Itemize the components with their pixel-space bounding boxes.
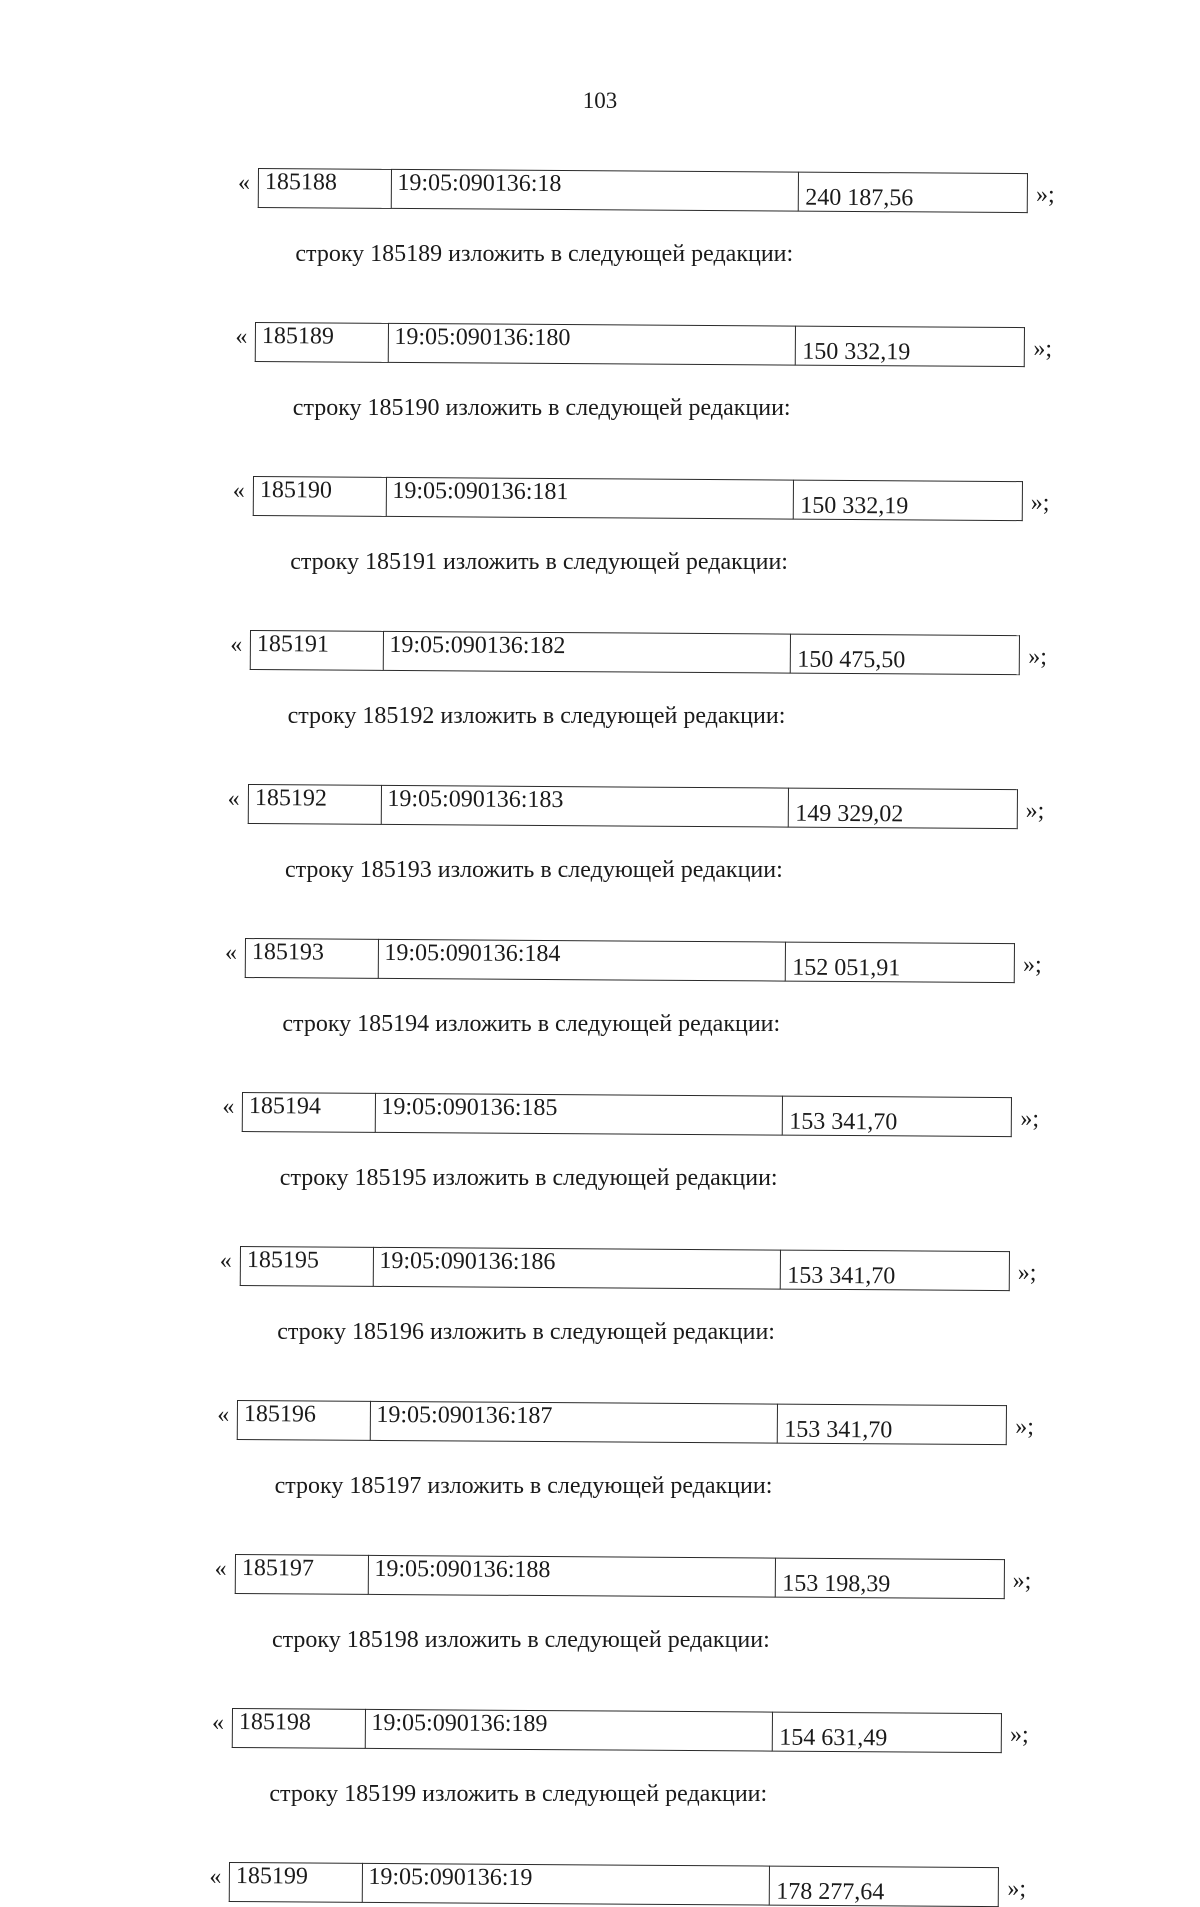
row-number-cell: 185191 [250, 631, 383, 671]
row-number-cell: 185189 [256, 323, 389, 363]
cadastral-number-cell: 19:05:090136:181 [386, 477, 794, 519]
row-table [258, 168, 1028, 213]
instruction-text: строку 185195 изложить в следующей редакции: [279, 1165, 778, 1191]
row-table [242, 1092, 1012, 1137]
amended-row [212, 1708, 1200, 1752]
cadastral-number-cell: 19:05:090136:183 [380, 785, 788, 827]
row-number-cell: 185188 [258, 169, 391, 209]
row-table [232, 1708, 1002, 1753]
amended-row [227, 784, 1200, 828]
instruction-text: строку 185193 изложить в следующей редакции: [285, 857, 783, 883]
amended-row [214, 1554, 1200, 1598]
instruction-text: строку 185192 изложить в следующей редакции: [287, 703, 786, 729]
cadastral-value-cell: 152 051,91 [786, 942, 1015, 983]
cadastral-number-cell: 19:05:090136:19 [362, 1863, 770, 1905]
cadastral-number-cell: 19:05:090136:186 [373, 1247, 781, 1289]
row-table [255, 322, 1025, 367]
amended-row [217, 1400, 1200, 1444]
cadastral-number-cell: 19:05:090136:180 [388, 323, 796, 365]
opening-quote: « [209, 1864, 222, 1890]
row-number-cell: 185195 [240, 1247, 373, 1287]
cadastral-value-cell: 153 341,70 [780, 1250, 1009, 1291]
closing-quote: »; [1017, 1260, 1037, 1286]
cadastral-value-cell: 240 187,56 [799, 172, 1028, 213]
amended-row [219, 1246, 1200, 1290]
row-table [247, 784, 1017, 829]
opening-quote: « [222, 1094, 235, 1120]
closing-quote: »; [1007, 1876, 1027, 1902]
row-number-cell: 185199 [230, 1863, 363, 1903]
closing-quote: »; [1020, 1106, 1040, 1132]
closing-quote: »; [1028, 644, 1047, 670]
closing-quote: »; [1012, 1568, 1032, 1594]
amended-row [235, 322, 1200, 366]
instruction-text: строку 185198 изложить в следующей редакции: [272, 1627, 770, 1653]
amended-row [230, 630, 1200, 674]
amended-row [225, 938, 1200, 982]
cadastral-value-cell: 154 631,49 [773, 1712, 1002, 1753]
opening-quote: « [225, 940, 237, 966]
closing-quote: »; [1033, 336, 1053, 362]
cadastral-number-cell: 19:05:090136:187 [370, 1401, 778, 1443]
row-number-cell: 185192 [248, 785, 381, 825]
document-body [0, 168, 1200, 1906]
page-number: 103 [582, 88, 618, 113]
cadastral-value-cell: 149 329,02 [788, 788, 1017, 829]
row-table [229, 1862, 999, 1907]
opening-quote: « [232, 478, 245, 504]
row-number-cell: 185198 [232, 1709, 365, 1749]
amended-row [209, 1862, 1200, 1906]
row-table [234, 1554, 1004, 1599]
opening-quote: « [214, 1556, 227, 1582]
instruction-text: строку 185197 изложить в следующей редакции: [274, 1473, 773, 1499]
row-number-cell: 185194 [243, 1093, 376, 1133]
closing-quote: »; [1023, 952, 1042, 978]
instruction-text: строку 185196 изложить в следующей редакции: [277, 1319, 775, 1345]
amended-row [232, 476, 1200, 520]
cadastral-value-cell: 153 341,70 [783, 1096, 1012, 1137]
cadastral-number-cell: 19:05:090136:182 [383, 631, 791, 673]
cadastral-value-cell: 178 277,64 [770, 1866, 999, 1907]
opening-quote: « [212, 1710, 224, 1736]
row-number-cell: 185196 [237, 1401, 370, 1441]
instruction-text: строку 185194 изложить в следующей редакции: [282, 1011, 781, 1037]
cadastral-number-cell: 19:05:090136:18 [391, 169, 799, 211]
closing-quote: »; [1036, 182, 1055, 208]
amended-row [238, 168, 1200, 212]
row-number-cell: 185197 [235, 1555, 368, 1595]
cadastral-value-cell: 153 341,70 [778, 1404, 1007, 1445]
row-table [253, 476, 1023, 521]
instruction-text: строку 185189 изложить в следующей редакции: [295, 241, 794, 267]
opening-quote: « [230, 632, 243, 658]
row-table [240, 1246, 1010, 1291]
cadastral-number-cell: 19:05:090136:188 [367, 1555, 775, 1597]
cadastral-value-cell: 150 332,19 [793, 480, 1022, 521]
cadastral-value-cell: 153 198,39 [775, 1558, 1004, 1599]
closing-quote: »; [1015, 1414, 1034, 1440]
cadastral-value-cell: 150 332,19 [796, 326, 1025, 367]
opening-quote: « [238, 170, 250, 196]
closing-quote: »; [1030, 490, 1050, 516]
opening-quote: « [219, 1248, 232, 1274]
cadastral-value-cell: 150 475,50 [791, 634, 1020, 675]
cadastral-number-cell: 19:05:090136:185 [375, 1093, 783, 1135]
opening-quote: « [217, 1402, 230, 1428]
instruction-text: строку 185191 изложить в следующей редакции: [290, 549, 788, 575]
row-number-cell: 185190 [253, 477, 386, 517]
row-table [250, 630, 1020, 675]
row-table [237, 1400, 1007, 1445]
opening-quote: « [227, 786, 240, 812]
cadastral-number-cell: 19:05:090136:189 [365, 1709, 773, 1751]
closing-quote: »; [1025, 798, 1045, 824]
opening-quote: « [235, 324, 248, 350]
closing-quote: »; [1010, 1722, 1029, 1748]
row-table [245, 938, 1015, 983]
amended-row [222, 1092, 1200, 1136]
row-number-cell: 185193 [245, 939, 378, 979]
instruction-text: строку 185199 изложить в следующей редакции: [269, 1781, 768, 1807]
instruction-text: строку 185190 изложить в следующей редакции: [292, 395, 791, 421]
cadastral-number-cell: 19:05:090136:184 [378, 939, 786, 981]
